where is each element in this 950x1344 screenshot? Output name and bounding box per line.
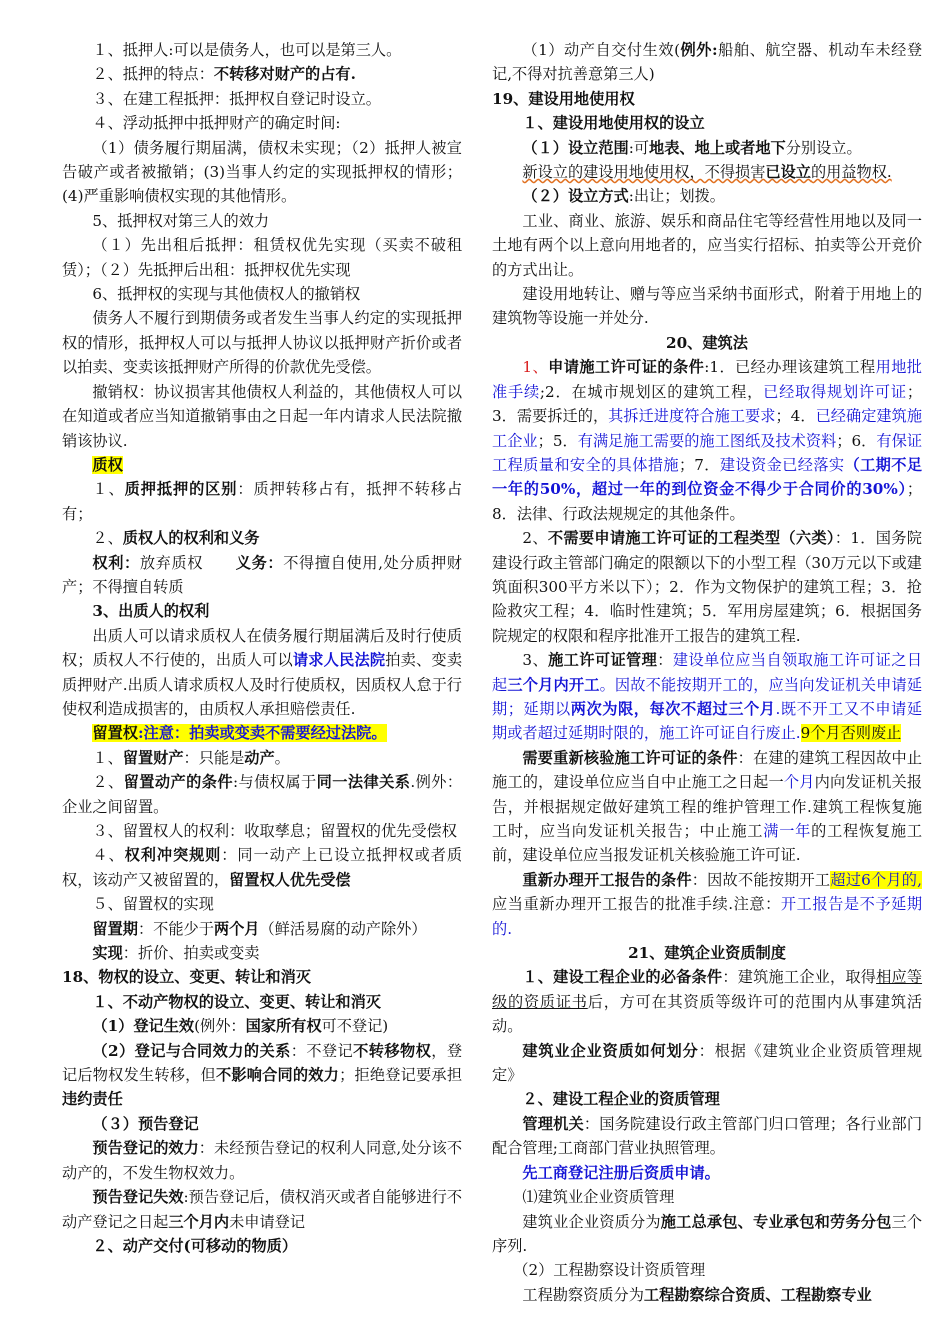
section-20-heading: 20、建筑法 [666, 333, 748, 352]
third-party-effect-heading: 5、抵押权对第三人的效力 [92, 211, 270, 230]
immovable-heading: １、不动产物权的设立、变更、转让和消灭 [92, 992, 381, 1011]
revocation-paragraph: 撤销权：协议损害其他债权人利益的，其他债权人可以在知道或者应当知道撤销事由之日起一年内请求人民法院撤销该协议. [62, 382, 462, 450]
lease-mortgage-paragraph: （１）先出租后抵押：租赁权优先实现（买卖不破租赁）；（２）先抵押后出租：抵押权优先实现 [62, 236, 462, 279]
pledgee-rights-duties: 权利：放弃质权 义务：不得擅自使用,处分质押财产；不得擅自转质 [62, 553, 462, 596]
pledgor-line: １、抵押人:可以是债务人，也可以是第三人。 [92, 41, 402, 59]
pledgor-rights-paragraph: 出质人可以请求质权人在债务履行期届满后及时行使质权；质权人不行使的，出质人可以请求人民法院拍卖、变卖质押财产.出质人请求质权人及时行使质权，因质权人怠于行使权利造成损害的，由质权人承担赔偿责任. [62, 626, 463, 718]
advance-registration-effect: 预告登记的效力：未经预告登记的权利人同意,处分该不动产的，不发生物权效力。 [62, 1139, 463, 1182]
survey-design-heading: （2）工程勘察设计资质管理 [513, 1261, 706, 1280]
lienholder-rights: ３、留置权人的权利：收取孳息；留置权的优先受偿权 [92, 822, 457, 840]
advance-registration-lapse: 预告登记失效:预告登记后，债权消灭或者自能够进行不动产登记之日起三个月内未申请登记 [62, 1188, 463, 1231]
qualification-management-heading: ２、建设工程企业的资质管理 [522, 1090, 720, 1109]
lien-realization: 实现：折价、拍卖或变卖 [92, 944, 260, 963]
land-use-right-heading: １、建设用地使用权的设立 [522, 114, 705, 133]
management-authority: 管理机关：国务院建设行政主管部门归口管理；各行业部门配合管理;工商部门营业执照管理。 [492, 1114, 923, 1158]
registration-order-note: 先工商登记注册后资质申请。 [522, 1163, 720, 1182]
registration-contract-relation: （2）登记与合同效力的关系：不登记不转移物权，登记后物权发生转移，但不影响合同的效力；拒绝登记要承担违约责任 [62, 1041, 463, 1109]
permit-management: 3、施工许可证管理：建设单位应当自领取施工许可证之日起三个月内开工。因故不能按期开工的，应当向发证机关申请延期；延期以两次为限，每次不超过三个月.既不开工又不申请延期或者超过延期时限的，施工许可证自行废止.9个月否则废止 [492, 651, 923, 743]
advance-registration-heading: （３）预告登记 [92, 1114, 199, 1133]
registration-effect: （1）登记生效(例外：国家所有权可不登记) [92, 1017, 389, 1036]
section-18-heading: 18、物权的设立、变更、转让和消灭 [62, 968, 311, 987]
right-column [492, 38, 922, 1307]
qualification-division: 建筑业企业资质如何划分：根据《建筑业企业资质管理规定》 [492, 1041, 923, 1085]
movable-delivery-effect: （1）动产自交付生效(例外:船舶、航空器、机动车未经登记,不得对抗善意第三人) [492, 41, 923, 84]
pledge-vs-mortgage: １、质押抵押的区别：质押转移占有，抵押不转移占有； [62, 480, 463, 523]
construction-qualification-heading: ⑴建筑业企业资质管理 [522, 1188, 675, 1207]
left-column [62, 38, 462, 1258]
section-21-heading: 21、建筑企业资质制度 [628, 944, 786, 963]
commercial-land-paragraph: 工业、商业、旅游、娱乐和商品住宅等经营性用地以及同一土地有两个以上意向用地者的，应当实行招标、拍卖等公开竞价的方式出让。 [492, 211, 922, 279]
lien-heading: 留置权:注意：拍卖或变卖不需要经过法院。 [92, 724, 387, 743]
lien-period: 留置期：不能少于两个月（鲜活易腐的动产除外） [92, 919, 427, 938]
mortgage-feature-line: ２、抵押的特点：不转移对财产的占有. [92, 65, 356, 84]
construction-mortgage-line: ３、在建工程抵押：抵押权自登记时设立。 [92, 89, 381, 108]
pledge-heading: 质权 [92, 455, 123, 474]
movable-delivery-heading: ２、动产交付(可移动的物质） [92, 1236, 298, 1255]
pledgor-rights-heading: 3、出质人的权利 [92, 602, 210, 621]
start-report-conditions: 重新办理开工报告的条件：因故不能按期开工超过6个月的,应当重新办理开工报告的批准手续.注意：开工报告是不予延期的. [492, 870, 923, 938]
permit-recheck-conditions: 需要重新核验施工许可证的条件：在建的建筑工程因故中止施工的，建设单位应当自中止施工之日起一个月内向发证机关报告，并根据规定做好建筑工程的维护管理工作.建筑工程恢复施工时，应当向发证机关报告；中止施工满一年的工程恢复施工前，建设单位应当报发证机关核验施工许可证. [492, 748, 923, 865]
section-19-heading: 19、建设用地使用权 [492, 89, 635, 108]
land-transfer-paragraph: 建设用地转让、赠与等应当采纳书面形式，附着于用地上的建筑物等设施一并处分. [492, 285, 922, 328]
permit-exempt-types: 2、不需要申请施工许可证的工程类型（六类）：1．国务院建设行政主管部门确定的限额以下的小型工程（30万元以下或建筑面积300平方米以下）；2．作为文物保护的建筑工程；3．抢险救灾工程；4．临时性建筑；5．军用房屋建筑；6．根据国务院规定的权限和程序批准开工报告的建筑工程. [492, 529, 922, 645]
establishment-scope: （１）设立范围:可地表、地上或者地下分别设立。 [522, 138, 862, 157]
lien-conditions: ２、留置动产的条件:与债权属于同一法律关系.例外：企业之间留置。 [62, 773, 463, 816]
survey-qualification-types: 工程勘察资质分为工程勘察综合资质、工程勘察专业 [522, 1285, 872, 1304]
permit-conditions: 1、申请施工许可证的条件:1．已经办理该建筑工程用地批准手续;2．在城市规划区的建筑工程，已经取得规划许可证；3．需要拆迁的，其拆迁进度符合施工要求；4．已经确定建筑施工企业；5．有满足施工需要的施工图纸及技术资料；6．有保证工程质量和安全的具体措施；7．建设资金已经落实（工期不足一年的50%，超过一年的到位资金不得少于合同价的30%）；8．法律、行政法规规定的其他条件。 [492, 358, 923, 523]
pledgee-rights-heading: ２、质权人的权利和义务 [92, 529, 260, 548]
mortgage-realization-heading: 6、抵押权的实现与其他债权人的撤销权 [92, 285, 361, 304]
enterprise-conditions: １、建设工程企业的必备条件：建筑施工企业，取得相应等级的资质证书后，方可在其资质等级许可的范围内从事建筑活动。 [492, 968, 923, 1036]
conflict-rule: ４、权利冲突规则：同一动产上已设立抵押权或者质权，该动产又被留置的，留置权人优先受偿 [62, 846, 463, 889]
lien-realization-heading: ５、留置权的实现 [92, 895, 214, 914]
mortgage-realization-paragraph: 债务人不履行到期债务或者发生当事人约定的实现抵押权的情形，抵押权人可以与抵押人协议以抵押财产折价或者以拍卖、变卖该抵押财产所得的价款优先受偿。 [62, 309, 462, 377]
lien-property: １、留置财产：只能是动产。 [92, 748, 290, 767]
establishment-method: （２）设立方式:出让；划拨。 [522, 187, 725, 206]
new-land-use-right-note: 新设立的建设用地使用权，不得损害已设立的用益物权. [522, 163, 892, 182]
floating-mortgage-heading: ４、浮动抵押中抵押财产的确定时间: [92, 114, 341, 133]
floating-mortgage-conditions: （1）债务履行期届满，债权未实现；（2）抵押人被宣告破产或者被撤销；(3)当事人约定的实现抵押权的情形；(4)严重影响债权实现的其他情形。 [62, 138, 462, 206]
construction-qualification-sequences: 建筑业企业资质分为施工总承包、专业承包和劳务分包三个序列. [492, 1212, 923, 1255]
